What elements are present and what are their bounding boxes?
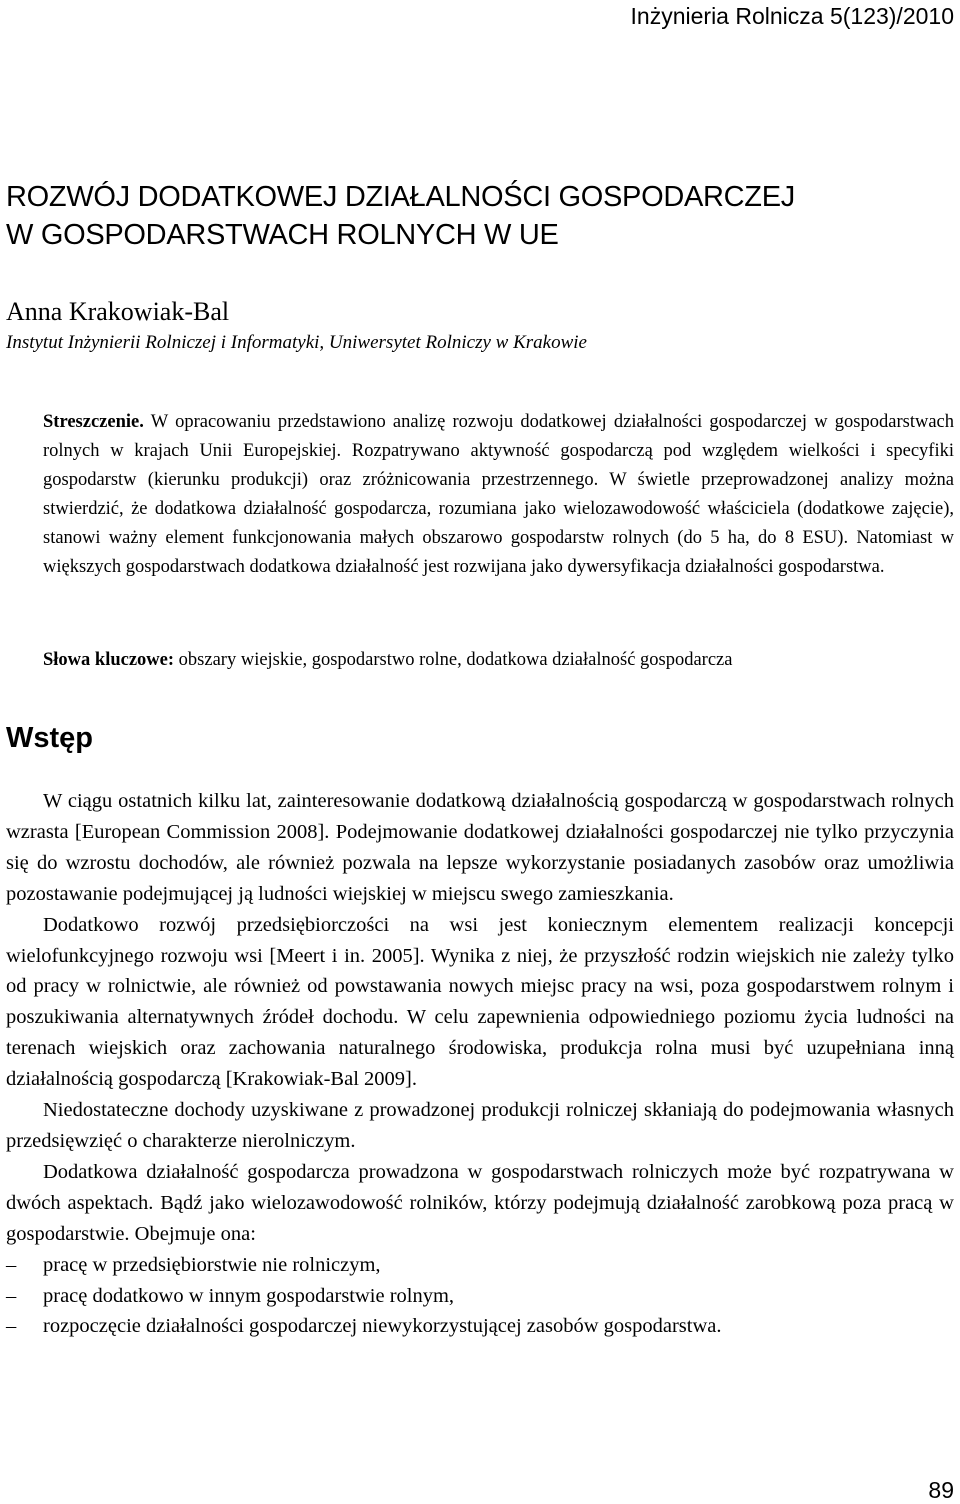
keywords-text: obszary wiejskie, gospodarstwo rolne, dodatkowa działalność gospodarcza (174, 650, 733, 670)
keywords-label: Słowa kluczowe: (43, 650, 175, 670)
author-name: Anna Krakowiak-Bal (6, 297, 230, 326)
abstract-label: Streszczenie. (43, 412, 144, 432)
list-item (6, 1281, 954, 1312)
list-item-text: pracę w przedsiębiorstwie nie rolniczym, (43, 1253, 381, 1276)
article-body (6, 786, 954, 1342)
body-paragraph: W ciągu ostatnich kilku lat, zainteresowanie dodatkową działalnością gospodarczą w gospodarstwach rolnych wzrasta [European Commission 2008]. Podejmowanie dodatkowej działalności gospodarczej nie tylko przyczynia się do wzrostu dochodów, ale również pozwala na lepsze wykorzystanie posiadanych zasobów oraz umożliwia pozostawanie podejmującej ją ludności wiejskiej w miejscu swego zamieszkania. (6, 790, 954, 905)
list-item-text: rozpoczęcie działalności gospodarczej niewykorzystującej zasobów gospodarstwa. (43, 1315, 722, 1338)
list-item (6, 1250, 954, 1281)
abstract-text: W opracowaniu przedstawiono analizę rozwoju dodatkowej działalności gospodarczej w gospodarstwach rolnych w krajach Unii Europejskiej. Rozpatrywano aktywność gospodarczą pod względem wielkości i specyfiki gospodarstw (kierunku produkcji) oraz zróżnicowania przestrzennego. W świetle przeprowadzonej analizy można stwierdzić, że dodatkowa działalność gospodarcza, rozumiana jako wielozawodowość właściciela (dodatkowe zajęcie), stanowi ważny element funkcjonowania małych obszarowo gospodarstw rolnych (do 5 ha, do 8 ESU). Natomiast w większych gospodarstwach dodatkowa działalność jest rozwijana jako dywersyfikacja działalności gospodarstwa. (43, 412, 954, 578)
list-item (6, 1311, 954, 1342)
page-number: 89 (928, 1477, 954, 1503)
bullet-list (6, 1250, 954, 1343)
body-paragraph: Dodatkowo rozwój przedsiębiorczości na wsi jest koniecznym elementem realizacji koncepcji wielofunkcyjnego rozwoju wsi [Meert i in. 2005]. Wynika z niej, że przyszłość rodzin wiejskich nie zależy tylko od pracy w rolnictwie, ale również od powstawania nowych miejsc pracy na wsi, poza gospodarstwem rolnym i poszukiwania alternatywnych źródeł dochodu. W celu zapewnienia odpowiedniego poziomu życia ludności na terenach wiejskich oraz zachowania naturalnego środowiska, produkcja rolna musi być uzupełniana inną działalnością gospodarczą [Krakowiak-Bal 2009]. (6, 913, 954, 1091)
article-title-line-2: W GOSPODARSTWACH ROLNYCH W UE (6, 219, 559, 251)
list-item-text: pracę dodatkowo w innym gospodarstwie rolnym, (43, 1284, 455, 1307)
list-dash-marker: – (6, 1284, 17, 1307)
author-affiliation: Instytut Inżynierii Rolniczej i Informatyki, Uniwersytet Rolniczy w Krakowie (6, 332, 587, 353)
list-dash-marker: – (6, 1315, 17, 1338)
body-paragraph: Niedostateczne dochody uzyskiwane z prowadzonej produkcji rolniczej skłaniają do podejmowania własnych przedsięwzięć o charakterze nierolniczym. (6, 1099, 954, 1152)
article-title-line-1: ROZWÓJ DODATKOWEJ DZIAŁALNOŚCI GOSPODARCZEJ (6, 181, 795, 213)
list-dash-marker: – (6, 1253, 17, 1276)
body-paragraph: Dodatkowa działalność gospodarcza prowadzona w gospodarstwach rolniczych może być rozpatrywana w dwóch aspektach. Bądź jako wielozawodowość rolników, którzy podejmują działalność zarobkową poza pracą w gospodarstwie. Obejmuje ona: (6, 1160, 954, 1245)
article-title (6, 178, 954, 254)
abstract (43, 408, 954, 583)
journal-header: Inżynieria Rolnicza 5(123)/2010 (630, 3, 954, 29)
section-title: Wstęp (6, 722, 93, 754)
keywords (43, 646, 954, 675)
